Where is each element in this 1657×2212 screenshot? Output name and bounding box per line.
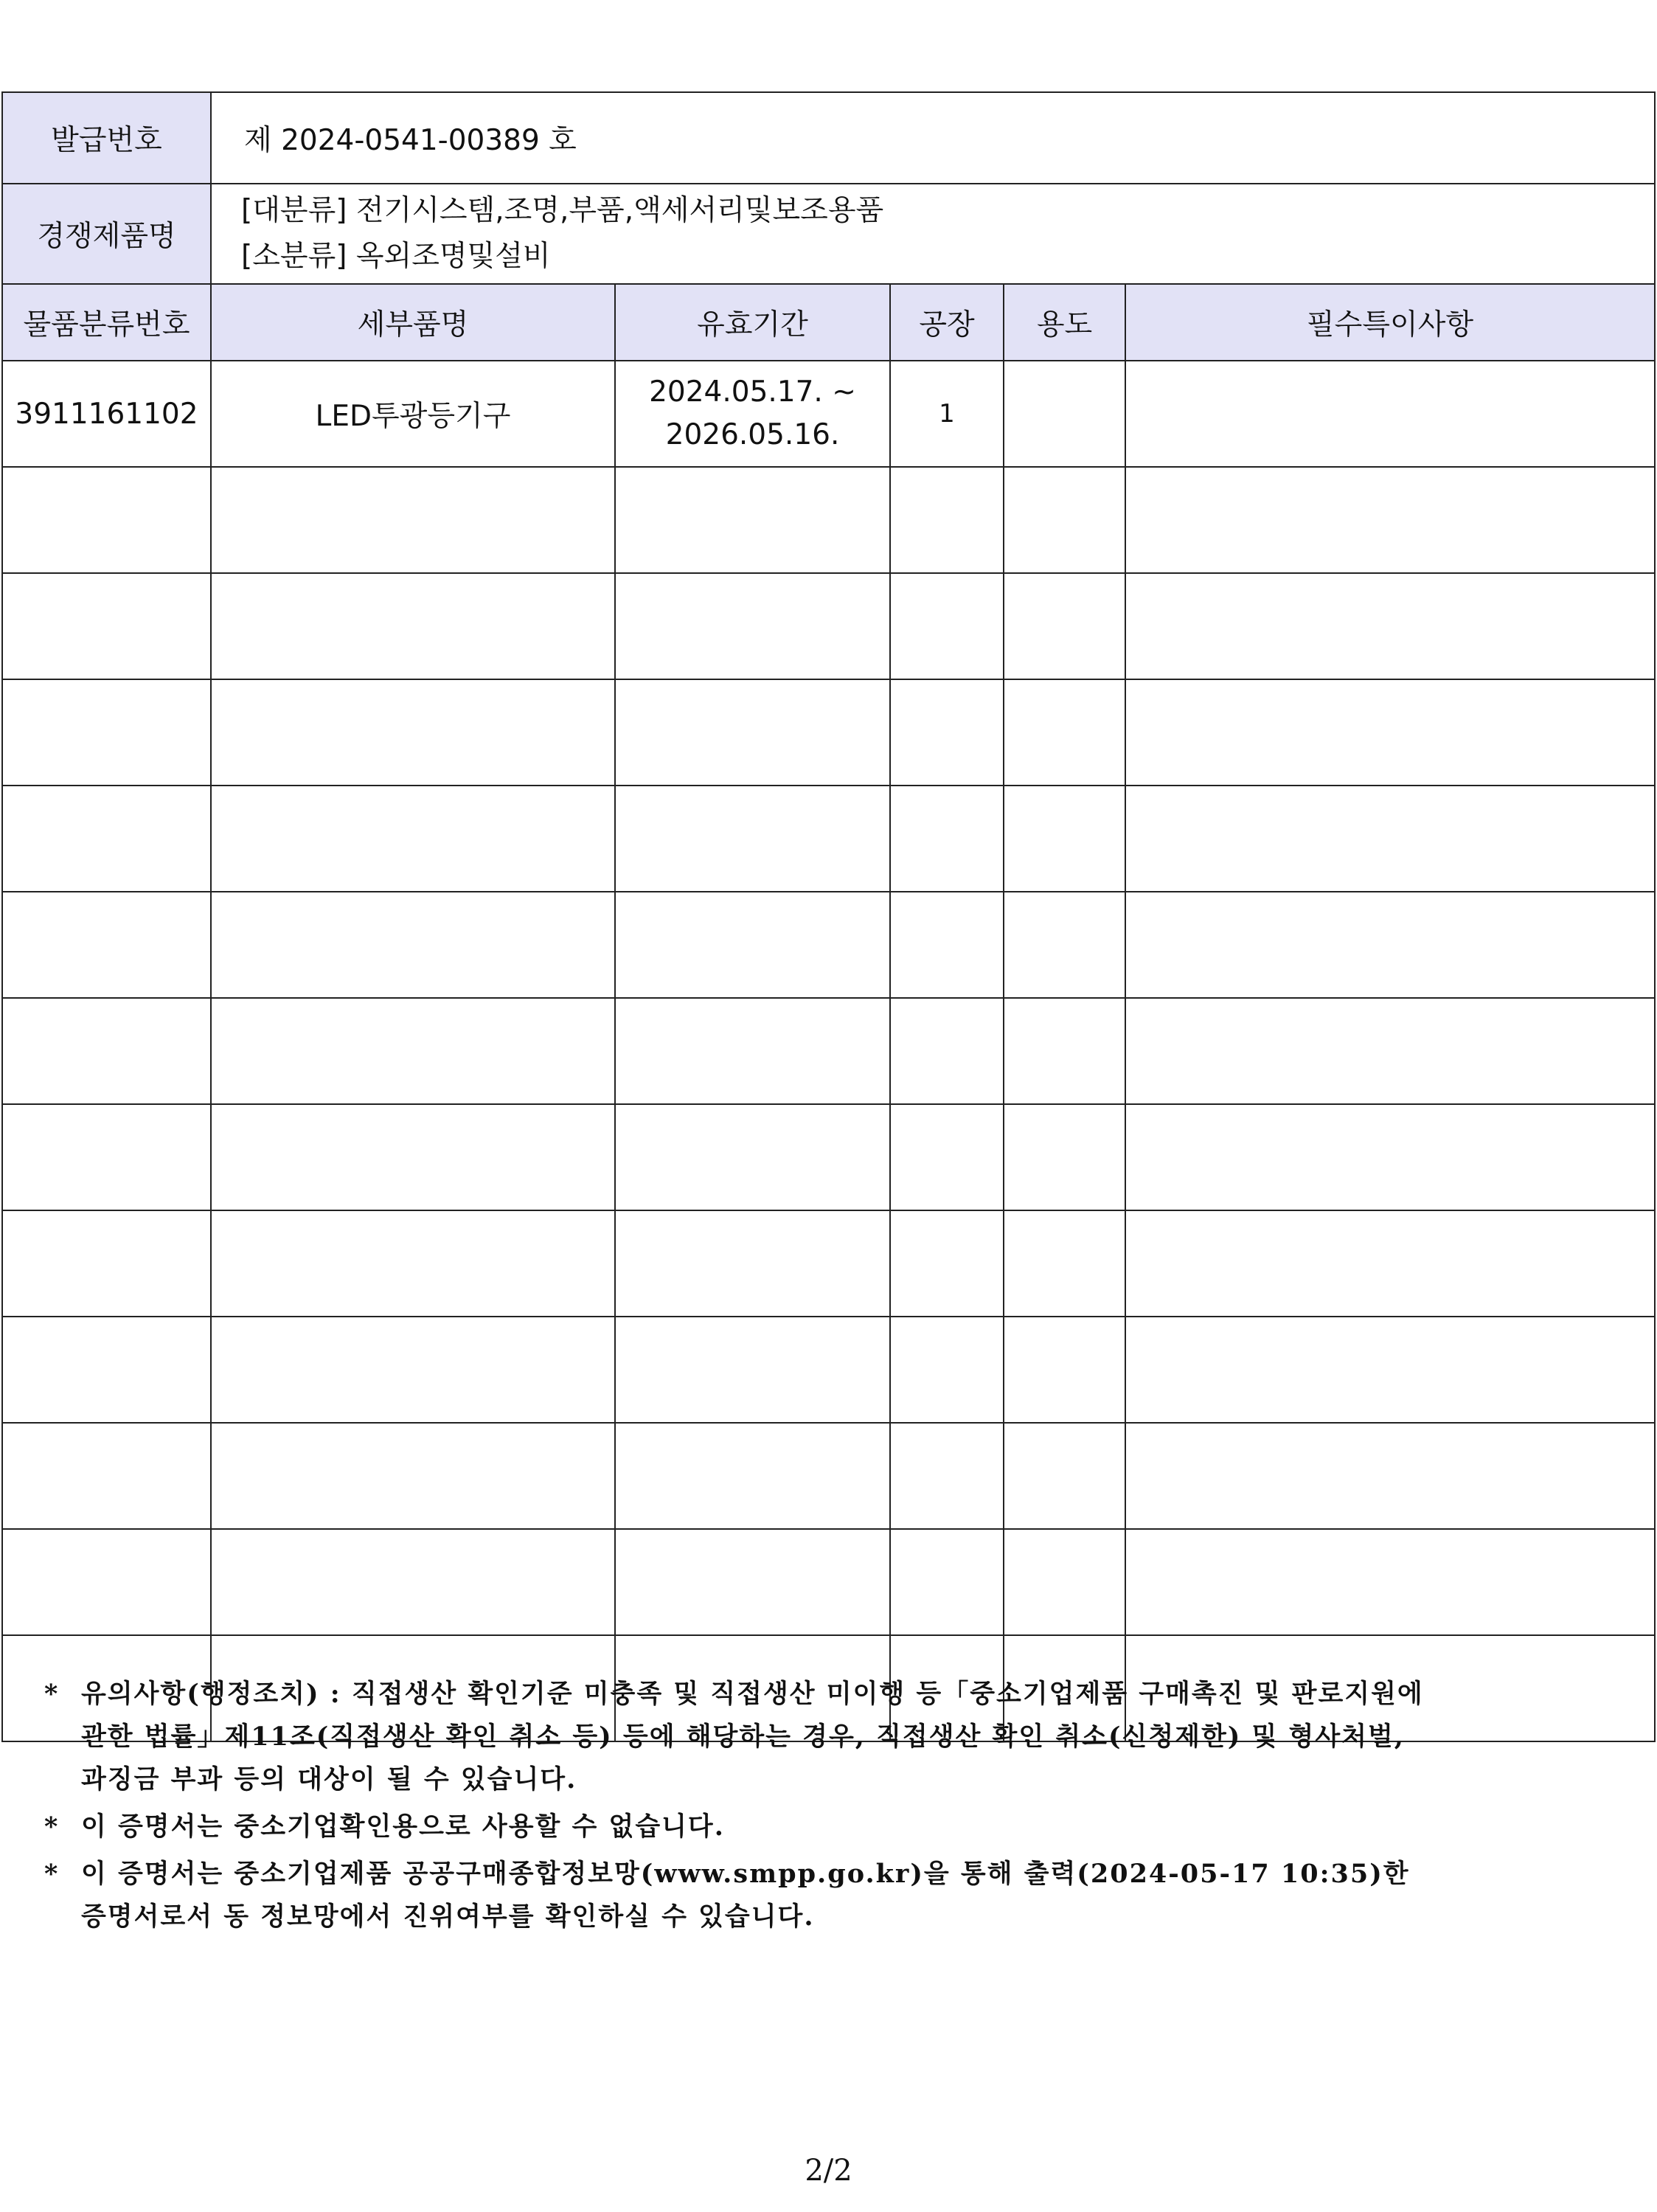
cell-note [1125,361,1655,467]
empty-cell [615,892,890,998]
period-start: 2024.05.17. ~ [649,375,856,409]
empty-cell [890,1423,1004,1529]
empty-cell [211,1210,615,1317]
issue-number-value: 제 2024-0541-00389 호 [211,92,1655,184]
note-text [81,1673,1424,1801]
note-text [81,1853,1410,1938]
empty-cell [890,786,1004,892]
note-item [44,1673,1637,1801]
note-line: 과징금 부과 등의 대상이 될 수 있습니다. [81,1764,577,1795]
empty-cell [1004,679,1125,786]
note-bullet: * [44,1679,60,1709]
product-label: 경쟁제품명 [2,184,211,284]
empty-row [2,1423,1655,1529]
col-header-note: 필수특이사항 [1125,284,1655,361]
empty-cell [615,467,890,573]
empty-cell [1004,786,1125,892]
col-header-period: 유효기간 [615,284,890,361]
product-row [2,184,1655,284]
empty-cell [211,573,615,679]
col-header-factory: 공장 [890,284,1004,361]
empty-cell [1004,1210,1125,1317]
empty-row [2,1210,1655,1317]
empty-cell [1004,1423,1125,1529]
empty-cell [1004,573,1125,679]
note-line: 유의사항(행정조치) : 직접생산 확인기준 미충족 및 직접생산 미이행 등「중소기업제품 구매촉진 및 판로지원에 [81,1679,1424,1709]
cell-code: 3911161102 [2,361,211,467]
note-item [44,1853,1637,1938]
empty-cell [211,1423,615,1529]
empty-cell [890,1317,1004,1423]
empty-cell [615,1317,890,1423]
empty-cell [211,998,615,1104]
product-major-category: [대분류] 전기시스템,조명,부품,액세서리및보조용품 [241,194,884,227]
note-line: 이 증명서는 중소기업확인용으로 사용할 수 없습니다. [81,1811,725,1842]
empty-cell [890,1104,1004,1210]
table-row [2,361,1655,467]
empty-cell [2,892,211,998]
certificate-table [1,91,1656,1742]
empty-cell [1004,1529,1125,1635]
empty-cell [1004,467,1125,573]
empty-cell [615,1104,890,1210]
empty-cell [211,1317,615,1423]
empty-cell [1125,467,1655,573]
empty-cell [2,1210,211,1317]
empty-cell [211,679,615,786]
col-header-name: 세부품명 [211,284,615,361]
empty-row [2,998,1655,1104]
empty-cell [211,786,615,892]
empty-cell [890,1529,1004,1635]
note-line: 이 증명서는 중소기업제품 공공구매종합정보망(www.smpp.go.kr)을 통해 출력(2024-05-17 10:35)한 [81,1859,1410,1889]
empty-cell [615,1423,890,1529]
product-minor-category: [소분류] 옥외조명및설비 [241,240,551,273]
empty-row [2,467,1655,573]
empty-cell [890,573,1004,679]
column-header-row [2,284,1655,361]
page-number: 2/2 [805,2154,852,2188]
empty-cell [1125,998,1655,1104]
period-end: 2026.05.16. [665,418,840,451]
empty-cell [615,573,890,679]
empty-row [2,1317,1655,1423]
empty-cell [211,1529,615,1635]
empty-cell [1125,1104,1655,1210]
empty-cell [2,786,211,892]
cell-usage [1004,361,1125,467]
certificate-table-frame [1,91,1654,1742]
empty-cell [1125,1423,1655,1529]
empty-cell [1004,1104,1125,1210]
empty-cell [1125,1317,1655,1423]
empty-row [2,1529,1655,1635]
empty-cell [1125,1210,1655,1317]
empty-cell [615,998,890,1104]
empty-cell [2,1423,211,1529]
empty-row [2,786,1655,892]
cell-factory: 1 [890,361,1004,467]
cell-name: LED투광등기구 [211,361,615,467]
col-header-code: 물품분류번호 [2,284,211,361]
empty-cell [2,998,211,1104]
issue-number-row [2,92,1655,184]
empty-cell [615,1529,890,1635]
empty-cell [2,573,211,679]
empty-cell [615,679,890,786]
empty-cell [615,786,890,892]
empty-cell [1125,679,1655,786]
empty-cell [890,998,1004,1104]
notes-section [44,1673,1637,1943]
note-text [81,1806,725,1848]
col-header-usage: 용도 [1004,284,1125,361]
note-bullet: * [44,1859,60,1889]
empty-row [2,573,1655,679]
empty-cell [211,1104,615,1210]
note-item [44,1806,1637,1848]
issue-number-label: 발급번호 [2,92,211,184]
note-line: 관한 법률」제11조(직접생산 확인 취소 등) 등에 해당하는 경우, 직접생산 확인 취소(신청제한) 및 형사처벌, [81,1722,1405,1752]
empty-cell [890,679,1004,786]
empty-row [2,1104,1655,1210]
empty-cell [1004,892,1125,998]
cell-period [615,361,890,467]
product-value [211,184,1655,284]
empty-cell [1125,786,1655,892]
empty-cell [1125,1529,1655,1635]
empty-cell [2,679,211,786]
empty-cell [1004,998,1125,1104]
empty-cell [890,1210,1004,1317]
empty-cell [2,467,211,573]
empty-cell [1125,892,1655,998]
empty-cell [2,1529,211,1635]
empty-cell [615,1210,890,1317]
empty-row [2,679,1655,786]
empty-cell [2,1317,211,1423]
empty-cell [2,1104,211,1210]
empty-row [2,892,1655,998]
empty-cell [1004,1317,1125,1423]
note-line: 증명서로서 동 정보망에서 진위여부를 확인하실 수 있습니다. [81,1901,815,1932]
note-bullet: * [44,1811,60,1842]
empty-cell [890,467,1004,573]
empty-cell [211,892,615,998]
empty-cell [1125,573,1655,679]
empty-cell [890,892,1004,998]
empty-cell [211,467,615,573]
